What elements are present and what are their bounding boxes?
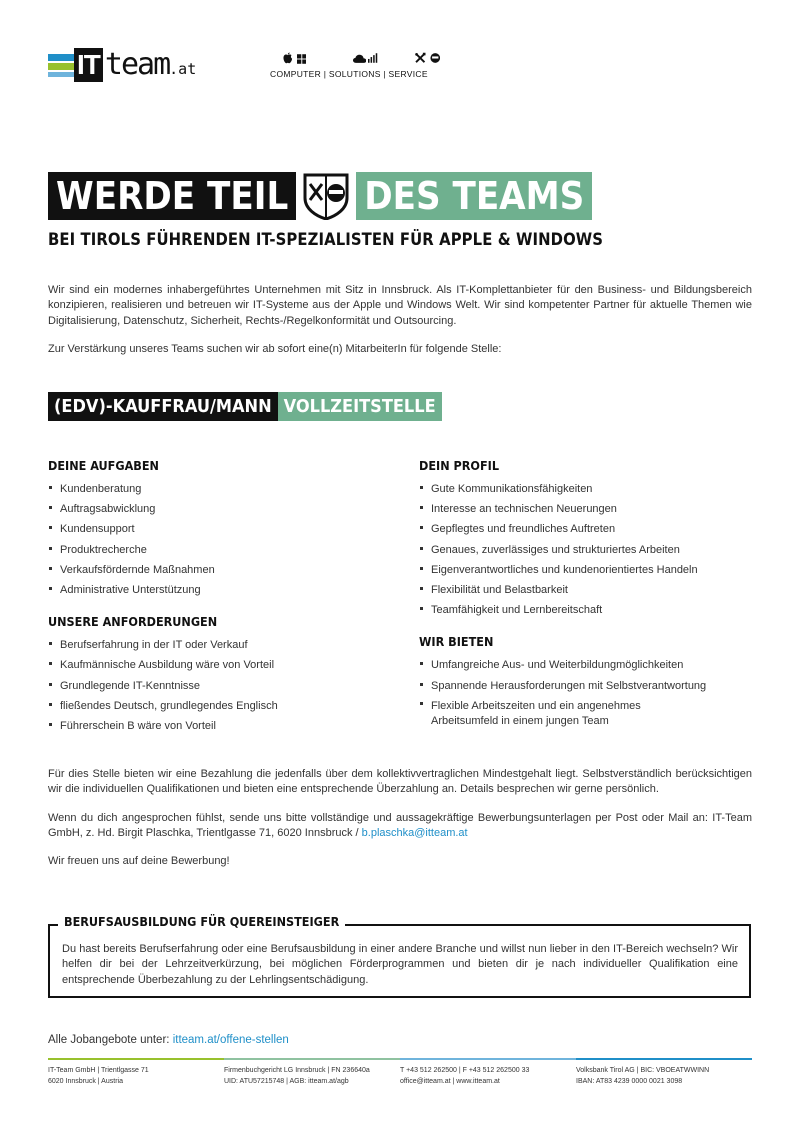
intro-position-line: Zur Verstärkung unseres Teams suchen wir ab sofort eine(n) MitarbeiterIn für folgende Stelle: (48, 343, 502, 355)
list-item: Kaufmännische Ausbildung wäre von Vorteil (48, 655, 388, 675)
list-item: Auftragsabwicklung (48, 499, 388, 519)
list-item: Interesse an technischen Neuerungen (419, 499, 754, 519)
logo-bars-icon (48, 52, 74, 78)
list-item: Flexible Arbeitszeiten und ein angenehmes Arbeitsumfeld in einem jungen Team (419, 696, 671, 729)
right-column (419, 458, 754, 729)
cloud-icon (353, 53, 366, 65)
logo-it: IT (74, 48, 103, 82)
list-item: Gepflegtes und freundliches Auftreten (419, 519, 754, 539)
list-item: Genaues, zuverlässiges und strukturiertes Arbeiten (419, 540, 754, 560)
list-item: Berufserfahrung in der IT oder Verkauf (48, 635, 388, 655)
footer-registry: Firmenbuchgericht LG Innsbruck | FN 236640a UID: ATU57215748 | AGB: itteam.at/agb (224, 1067, 370, 1085)
profil-list (419, 479, 754, 620)
aufgaben-heading: DEINE AUFGABEN (48, 458, 159, 473)
list-item: Kundensupport (48, 519, 388, 539)
list-item: Führerschein B wäre von Vorteil (48, 716, 388, 736)
application-text: Wenn du dich angesprochen fühlst, sende uns bitte vollständige und aussagekräftige Bewerbungsunterlagen per Post oder Mail an: IT-Team GmbH, z. Hd. Birgit Plaschka, Trientlgasse 71, 6020 Innsbruck / (48, 812, 752, 840)
shield-tools-icon (302, 172, 350, 220)
list-item: Verkaufsfördernde Maßnahmen (48, 560, 388, 580)
application-paragraph (48, 811, 752, 842)
list-item: fließendes Deutsch, grundlegendes Englisch (48, 696, 388, 716)
title-part1: WERDE TEIL (48, 172, 296, 220)
salary-paragraph: Für dies Stelle bieten wir eine Bezahlung die jedenfalls über dem kollektivvertraglichen Mindestgehalt liegt. Selbstverständlich berücksichtigen wir die individuellen Qualifikationen und bieten eine entsprechende Überzahlung an. Details besprechen wir gerne persönlich. (48, 768, 752, 796)
aufgaben-list (48, 479, 388, 600)
windows-icon (297, 53, 307, 65)
list-item: Gute Kommunikationsfähigkeiten (419, 479, 754, 499)
logo-team: team (104, 47, 170, 82)
footer-line-3 (400, 1058, 576, 1060)
anforderungen-list (48, 635, 388, 736)
bieten-list (419, 655, 754, 728)
closing-line: Wir freuen uns auf deine Bewerbung! (48, 855, 230, 867)
quereinsteiger-text: Du hast bereits Berufserfahrung oder eine Berufsausbildung in einer andere Branche und willst nun lieber in den IT-Bereich wechseln? Wir helfen dir bei der Lehrzeitverkürzung, bei möglichen Förderprogrammen und bieten dir je nach individueller Qualifikation eine entsprechende Überbezahlung zu der Lehrlingsentschädigung. (62, 943, 738, 986)
footer-line-2 (224, 1058, 400, 1060)
footer-contact: T +43 512 262500 | F +43 512 262500 33 office@itteam.at | www.itteam.at (400, 1067, 530, 1085)
itteam-logo[interactable] (48, 48, 196, 82)
logo-at: .at (169, 60, 197, 78)
job-title: (EDV)-KAUFFRAU/MANN (48, 392, 278, 421)
signal-icon (368, 52, 378, 64)
anforderungen-heading: UNSERE ANFORDERUNGEN (48, 614, 218, 630)
list-item: Grundlegende IT-Kenntnisse (48, 676, 388, 696)
quereinsteiger-heading: BERUFSAUSBILDUNG FÜR QUEREINSTEIGER (58, 914, 345, 929)
page-subtitle: BEI TIROLS FÜHRENDEN IT-SPEZIALISTEN FÜR APPLE & WINDOWS (48, 230, 604, 249)
apple-icon (283, 52, 293, 64)
left-column (48, 458, 388, 736)
tools-icon (415, 52, 426, 64)
job-type: VOLLZEITSTELLE (278, 392, 442, 421)
intro-paragraph: Wir sind ein modernes inhabergeführtes Unternehmen mit Sitz in Innsbruck. Als IT-Komplettanbieter für den Business- und Bildungsbereich konzipieren, realisieren und betreuen wir IT-Systeme aus der Apple und Windows Welt. Wir sind kompetenter Partner für aktuelle Themen wie Digitalisierung, Datenschutz, Sicherheit, Rechts-/Regelkonformität und Outsourcing. (48, 284, 752, 327)
footer-address: IT-Team GmbH | Trientlgasse 71 6020 Innsbruck | Austria (48, 1067, 149, 1085)
list-item: Teamfähigkeit und Lernbereitschaft (419, 600, 754, 620)
email-link[interactable]: b.plaschka@itteam.at (361, 827, 468, 840)
list-item: Spannende Herausforderungen mit Selbstverantwortung (419, 676, 754, 696)
list-item: Flexibilität und Belastbarkeit (419, 580, 754, 600)
footer-line-1 (48, 1058, 224, 1060)
list-item: Produktrecherche (48, 540, 388, 560)
helmet-icon (430, 52, 441, 64)
footer-line-4 (576, 1058, 752, 1060)
title-part2: DES TEAMS (356, 172, 592, 220)
nav-text: COMPUTER | SOLUTIONS | SERVICE (270, 69, 428, 79)
profil-heading: DEIN PROFIL (419, 458, 500, 473)
bieten-heading: WIR BIETEN (419, 634, 494, 650)
jobs-label: Alle Jobangebote unter: (48, 1034, 170, 1046)
jobs-link[interactable]: itteam.at/offene-stellen (172, 1034, 289, 1046)
service-nav (270, 52, 440, 79)
list-item: Umfangreiche Aus- und Weiterbildungmöglichkeiten (419, 655, 754, 675)
list-item: Administrative Unterstützung (48, 580, 388, 600)
jobs-line (48, 1034, 289, 1046)
main-title (48, 172, 592, 220)
footer-bank: Volksbank Tirol AG | BIC: VBOEATWWINN IBAN: AT83 4239 0000 0021 3098 (576, 1067, 710, 1085)
list-item: Eigenverantwortliches und kundenorientiertes Handeln (419, 560, 754, 580)
list-item: Kundenberatung (48, 479, 388, 499)
job-title-banner (48, 392, 442, 421)
